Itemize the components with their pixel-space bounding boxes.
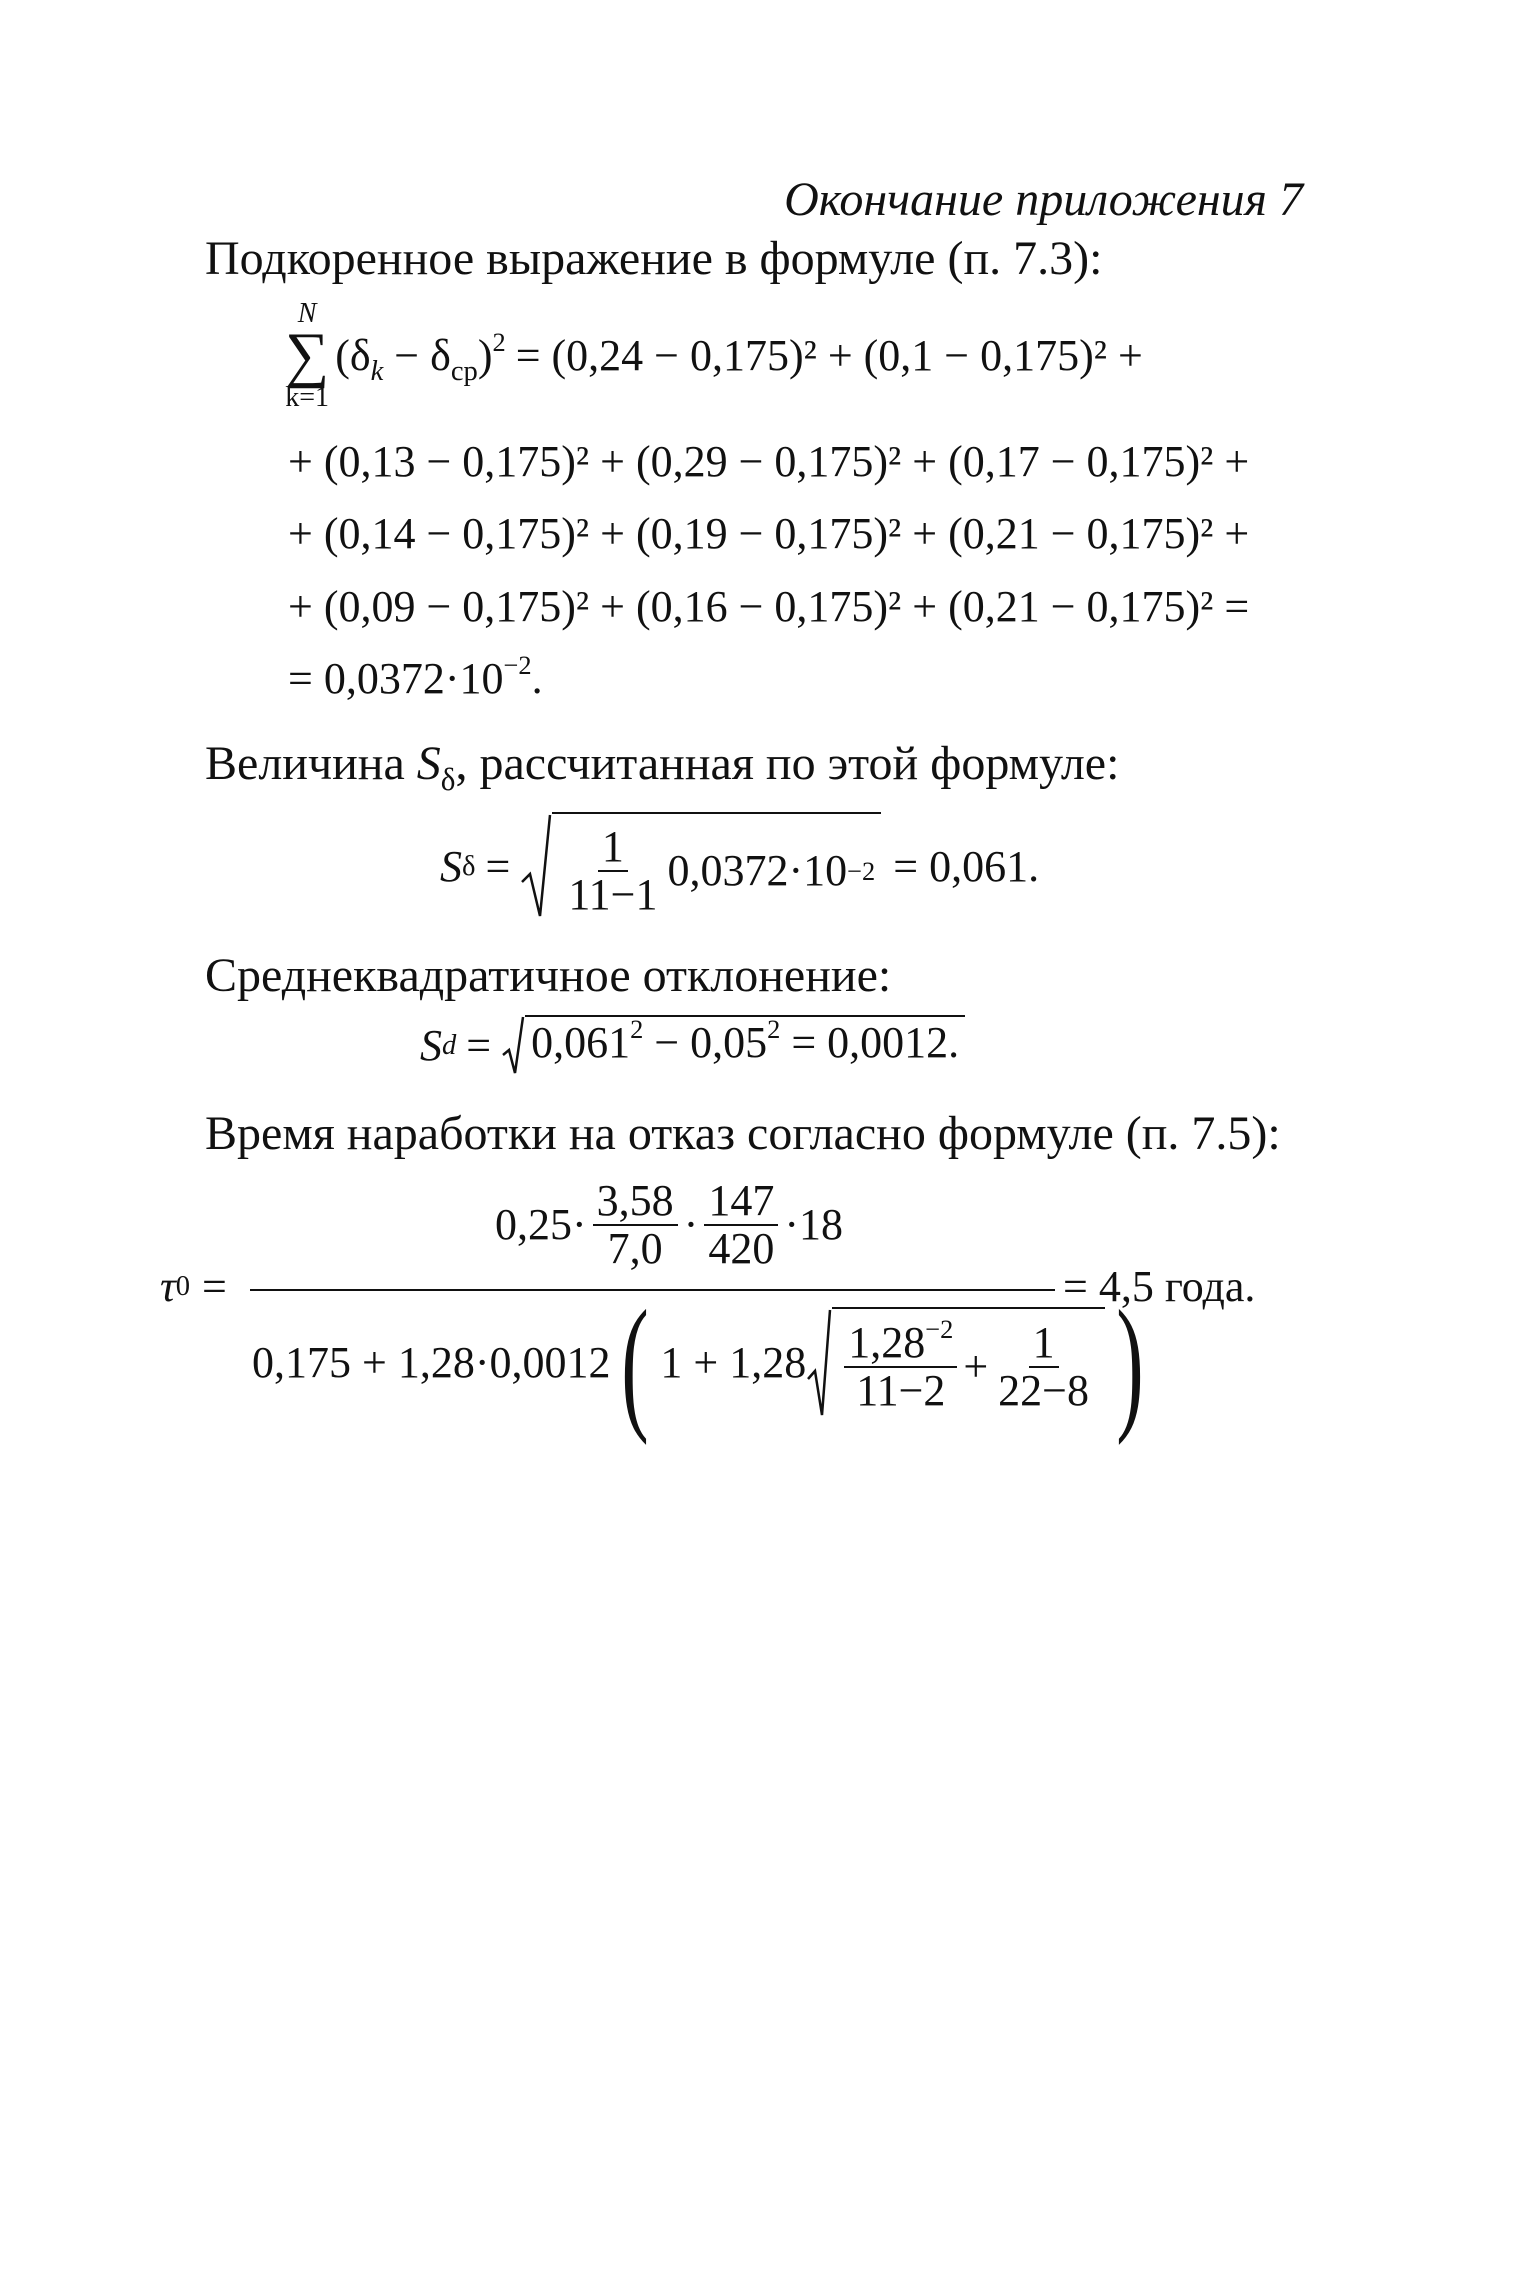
s-d-equation: S d = $0,061^2 - 0,05^2 = 0,0012$. bbox=[420, 1015, 965, 1077]
tau-denominator bbox=[252, 1280, 1155, 1446]
sigma-glyph: ∑ bbox=[285, 321, 330, 389]
sum-result-period: . bbox=[531, 654, 543, 703]
term-k-subscript: k bbox=[370, 355, 384, 387]
p2-post: , рассчитанная по этой формуле: bbox=[455, 737, 1120, 790]
sum-line-1-rhs: = (0,24 − 0,175)² + (0,1 − 0,175)² + bbox=[515, 330, 1143, 380]
tau-dot: · bbox=[683, 1200, 699, 1250]
paragraph-mtbf-intro: Время наработки на отказ согласно формуле (п. 7.5): bbox=[205, 1107, 1281, 1160]
tau-f2-num: 147 bbox=[704, 1178, 778, 1226]
tau-lhs: τ 0 = bbox=[160, 1262, 227, 1311]
tau-f3-num bbox=[844, 1313, 957, 1368]
s-d-sqrt bbox=[501, 1015, 965, 1077]
term-mid: − δ bbox=[383, 330, 451, 380]
term-square: 2 bbox=[492, 326, 506, 357]
s-d-term-a: 0,061 bbox=[531, 1018, 631, 1067]
sum-equation-line-5 bbox=[288, 650, 543, 703]
tau-f2-den: 420 bbox=[708, 1224, 775, 1274]
paragraph-radicand-intro: Подкоренное выражение в формуле (п. 7.3): bbox=[205, 232, 1103, 285]
tau-result: = 4,5 года. bbox=[1063, 1262, 1256, 1311]
tau-f3-num-base: 1,28 bbox=[848, 1317, 926, 1367]
radical-sign-icon bbox=[520, 812, 552, 922]
s-delta-result: = 0,061. bbox=[893, 842, 1040, 891]
tau-den-a: 0,175 + 1,28·0,0012 bbox=[252, 1338, 611, 1387]
sum-equation-line-2: + (0,13 − 0,175)² + (0,29 − 0,175)² + (0,17 − 0,175)² + bbox=[288, 437, 1250, 486]
tau-f4-num: 1 bbox=[1029, 1320, 1059, 1368]
s-d-term-b: − 0,05 bbox=[643, 1018, 768, 1067]
sum-equation-line-4: + (0,09 − 0,175)² + (0,16 − 0,175)² + (0,21 − 0,175)² = bbox=[288, 582, 1250, 631]
paragraph-s-delta-intro bbox=[205, 737, 1120, 797]
tau-fraction-3 bbox=[844, 1313, 957, 1415]
s-d-result: = 0,0012. bbox=[780, 1018, 960, 1067]
s-delta-lhs: S bbox=[440, 842, 462, 891]
tau-f3-num-exp: −2 bbox=[925, 1313, 954, 1344]
s-d-lhs: S bbox=[420, 1021, 442, 1070]
appendix-end-header: Окончание приложения 7 bbox=[784, 173, 1303, 226]
radical-sign-icon bbox=[806, 1307, 832, 1419]
tau-f3-den: 11−2 bbox=[856, 1366, 946, 1415]
tau-num-b: ·18 bbox=[784, 1200, 843, 1250]
radical-sign-icon bbox=[501, 1015, 525, 1077]
tau-plus: + bbox=[963, 1342, 989, 1391]
p2-variable: S bbox=[416, 737, 441, 790]
sum-result-exponent: −2 bbox=[503, 650, 532, 680]
s-d-term-a-exp: 2 bbox=[630, 1014, 644, 1044]
tau-den-b: 1 + 1,28 bbox=[660, 1338, 807, 1387]
tau-sqrt bbox=[806, 1307, 1105, 1419]
tau-fraction-1 bbox=[593, 1178, 678, 1272]
s-delta-frac-num: 1 bbox=[598, 824, 628, 872]
p2-pre: Величина bbox=[205, 737, 417, 790]
tau-numerator bbox=[495, 1178, 843, 1272]
tau-f4-den: 22−8 bbox=[998, 1366, 1089, 1415]
s-d-radicand bbox=[525, 1015, 965, 1077]
s-d-equals: = bbox=[466, 1021, 492, 1070]
s-delta-equals: = bbox=[485, 842, 511, 891]
s-delta-rest: 0,0372·10 bbox=[667, 846, 848, 895]
s-delta-fraction bbox=[564, 821, 661, 919]
tau-f1-den: 7,0 bbox=[607, 1224, 663, 1274]
left-paren: ( bbox=[621, 1280, 650, 1446]
sum-result-value: = 0,0372·10 bbox=[288, 654, 504, 703]
s-delta-frac-den: 11−1 bbox=[568, 870, 658, 919]
sum-symbol bbox=[285, 300, 329, 412]
paragraph-rms-intro: Среднеквадратичное отклонение: bbox=[205, 949, 892, 1002]
sum-lower-limit: k=1 bbox=[285, 381, 329, 413]
tau-num-a: 0,25· bbox=[495, 1200, 587, 1250]
sum-equation-line-1 bbox=[285, 300, 1143, 412]
term-cp-subscript: cp bbox=[450, 355, 478, 387]
tau-f1-num: 3,58 bbox=[593, 1178, 678, 1226]
sum-equation-line-3: + (0,14 − 0,175)² + (0,19 − 0,175)² + (0,21 − 0,175)² + bbox=[288, 509, 1250, 558]
right-paren: ) bbox=[1116, 1280, 1144, 1446]
sum-upper-limit: N bbox=[297, 298, 317, 329]
tau-fraction-2 bbox=[704, 1178, 778, 1272]
tau-equals: = bbox=[202, 1262, 227, 1311]
p2-variable-subscript: δ bbox=[440, 761, 456, 797]
sum-term bbox=[335, 326, 506, 387]
s-delta-radicand: $\frac{1}{11-1}$ 0,0372·10 −2 bbox=[552, 812, 881, 922]
term-open: (δ bbox=[335, 330, 371, 380]
s-delta-equation: S δ = $\frac{1}{11-1}$ 0,0372·10 −2 = 0,061. bbox=[440, 812, 1039, 922]
term-close: ) bbox=[477, 330, 493, 380]
tau-fraction-4 bbox=[994, 1317, 1093, 1415]
s-delta-sqrt bbox=[520, 812, 881, 922]
tau-symbol: τ bbox=[160, 1262, 176, 1311]
s-d-term-b-exp: 2 bbox=[767, 1014, 781, 1044]
tau-radicand bbox=[832, 1307, 1105, 1419]
